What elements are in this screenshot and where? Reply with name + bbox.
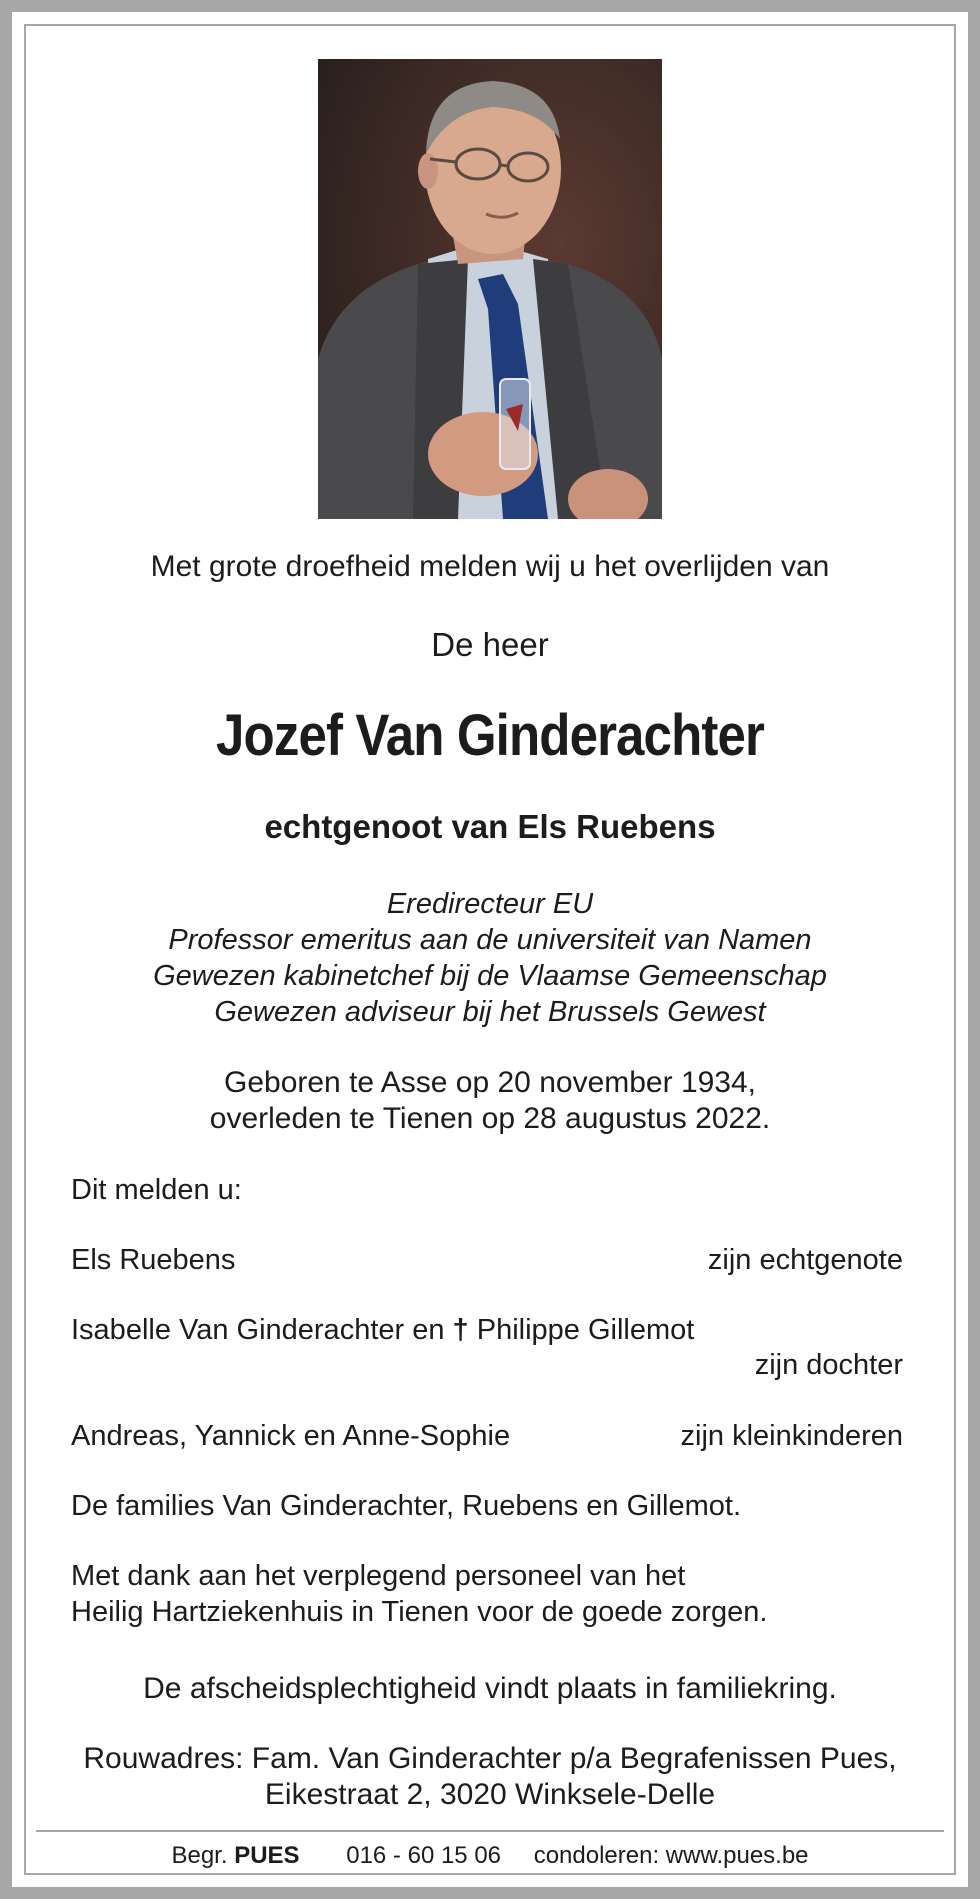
family-relation-2: zijn dochter — [754, 1349, 903, 1381]
obituary-frame — [24, 24, 956, 1875]
cross-icon: † — [452, 1314, 469, 1346]
obituary-card — [12, 12, 968, 1887]
function-line-1: Eredirecteur EU — [386, 888, 594, 920]
function-line-4: Gewezen adviseur bij het Brussels Gewest — [214, 996, 766, 1028]
footer-phone: 016 - 60 15 06 — [346, 1842, 502, 1869]
footer — [26, 1842, 954, 1870]
family-name-3: Andreas, Yannick en Anne-Sophie — [71, 1420, 511, 1452]
footer-prefix: Begr. — [171, 1842, 228, 1869]
family-name-2 — [71, 1314, 694, 1347]
death-line: overleden te Tienen op 28 augustus 2022. — [209, 1102, 771, 1135]
family-relation-1: zijn echtgenote — [707, 1244, 903, 1276]
family-name-1: Els Ruebens — [71, 1244, 236, 1276]
address-line-1: Rouwadres: Fam. Van Ginderachter p/a Begrafenissen Pues, — [83, 1742, 897, 1775]
address-line-2: Eikestraat 2, 3020 Winksele-Delle — [264, 1778, 716, 1811]
footer-divider — [36, 1830, 944, 1832]
family-name-2-suffix: Philippe Gillemot — [476, 1314, 695, 1346]
function-line-3: Gewezen kabinetchef bij de Vlaamse Gemeenschap — [153, 960, 827, 992]
thanks-line-2: Heilig Hartziekenhuis in Tienen voor de goede zorgen. — [71, 1596, 768, 1628]
family-name-2-prefix: Isabelle Van Ginderachter en — [71, 1314, 445, 1346]
deceased-name: Jozef Van Ginderachter — [216, 703, 764, 768]
function-line-2: Professor emeritus aan de universiteit van Namen — [168, 924, 812, 956]
portrait-photo — [318, 59, 662, 519]
footer-condolences: condoleren: www.pues.be — [533, 1842, 809, 1869]
announcers-intro: Dit melden u: — [71, 1174, 242, 1206]
intro-text: Met grote droefheid melden wij u het overlijden van — [150, 550, 830, 583]
footer-company: PUES — [234, 1842, 300, 1869]
honorific: De heer — [431, 626, 549, 663]
birth-line: Geboren te Asse op 20 november 1934, — [223, 1066, 757, 1099]
spouse-line: echtgenoot van Els Ruebens — [264, 808, 716, 845]
family-relation-3: zijn kleinkinderen — [680, 1420, 903, 1452]
families-line: De families Van Ginderachter, Ruebens en Gillemot. — [71, 1490, 742, 1522]
portrait-photo-drawing — [318, 59, 662, 519]
thanks-line-1: Met dank aan het verplegend personeel van het — [71, 1560, 686, 1592]
ceremony-line: De afscheidsplechtigheid vindt plaats in familiekring. — [143, 1672, 837, 1705]
